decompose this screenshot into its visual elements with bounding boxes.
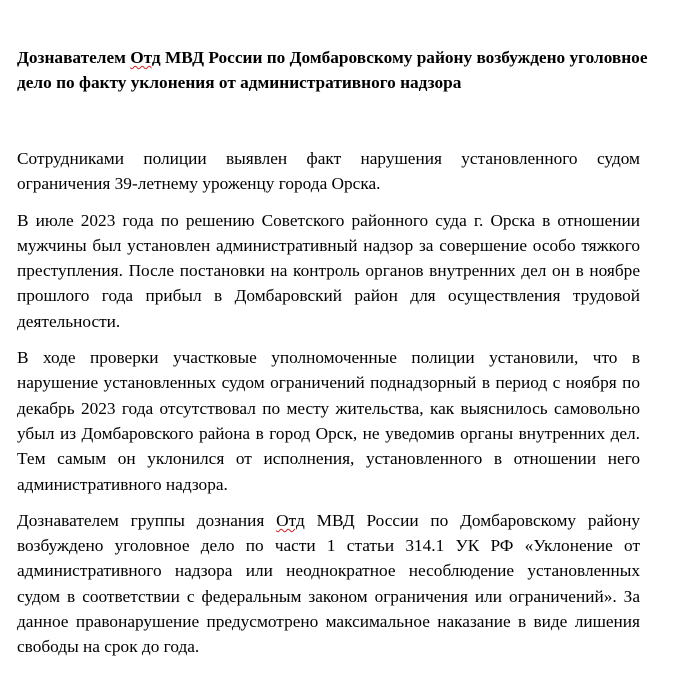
paragraph-1: Сотрудниками полиции выявлен факт нарушения установленного судом ограничения 39-летнему уроженцу города Орска. [17, 149, 640, 194]
paragraph-4 [17, 508, 640, 660]
article-body [17, 146, 640, 671]
paragraph-4-end: МВД России по Домбаровскому району возбуждено уголовное дело по части 1 статьи 314.1 УК РФ «Уклонение от административного надзора или неоднократное несоблюдение установленных судом в соответствии с федеральным законом ограничения или ограничений». За данное правонарушение предусмотрено максимальное наказание в виде лишения свободы на срок до года. [17, 510, 640, 657]
paragraph-3: В ходе проверки участковые уполномоченные полиции установили, что в нарушение установленных судом ограничений поднадзорный в период с ноября по декабрь 2023 года отсутствовал по месту жительства, как выяснилось самовольно убыл из Домбаровского района в город Орск, не уведомив органы внутренних дел. Тем самым он уклонился от исполнения, установленного в отношении него административного надзора. [17, 348, 640, 494]
title-text-start: Дознавателем [17, 48, 131, 67]
title-text-end: МВД России по Домбаровскому району возбуждено уголовное дело по факту уклонения от административного надзора [17, 48, 648, 92]
article-title [17, 45, 657, 95]
title-abbreviation: Отд [130, 48, 161, 67]
paragraph-4-start: Дознавателем группы дознания [17, 510, 277, 530]
paragraph-2: В июле 2023 года по решению Советского районного суда г. Орска в отношении мужчины был установлен административный надзор за совершение особо тяжкого преступления. После постановки на контроль органов внутренних дел он в ноябре прошлого года прибыл в Домбаровский район для осуществления трудовой деятельности. [17, 210, 640, 331]
paragraph-4-abbreviation: Отд [276, 510, 305, 530]
